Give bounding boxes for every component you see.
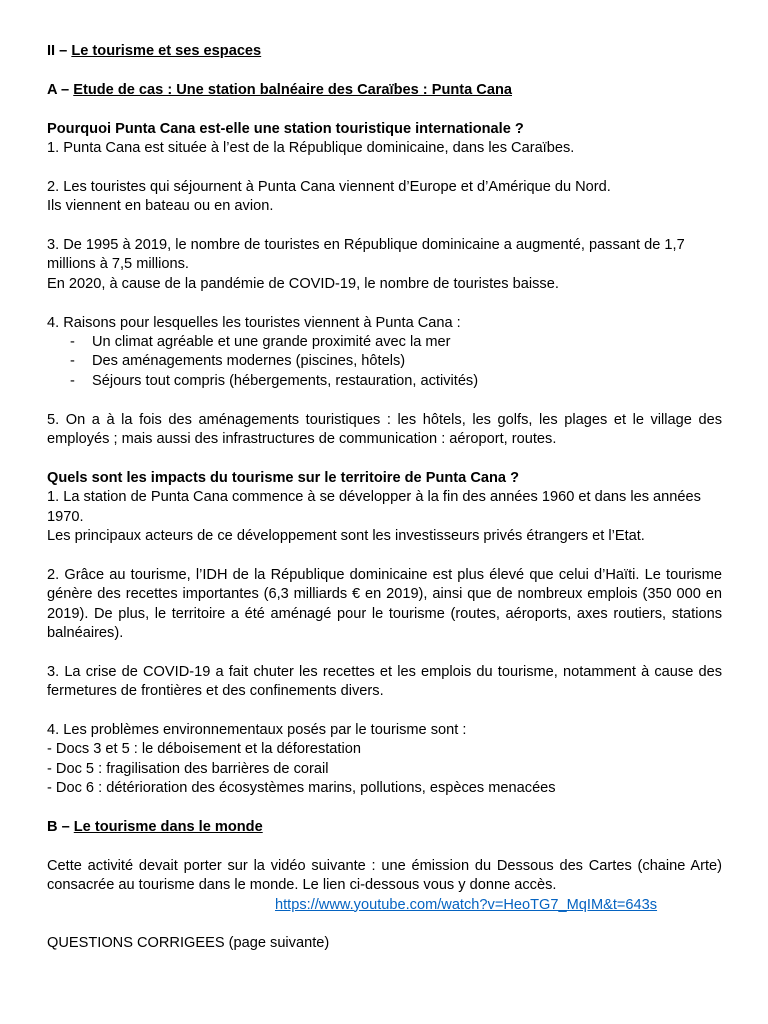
impact-paragraph-4: 4. Les problèmes environnementaux posés par le tourisme sont :	[47, 722, 467, 739]
document-content	[47, 42, 722, 954]
list-item	[47, 352, 722, 371]
env-item: - Docs 3 et 5 : le déboisement et la déforestation	[47, 741, 361, 758]
link-line	[47, 896, 722, 915]
section-title-prefix: II –	[47, 43, 72, 59]
subsection-b-text: Le tourisme dans le monde	[73, 819, 263, 836]
section-title	[47, 42, 722, 61]
impact-paragraph-1b: Les principaux acteurs de ce développement sont les investisseurs privés étrangers et l’Etat.	[47, 528, 645, 545]
dash-mark: -	[70, 334, 75, 351]
list-item	[47, 333, 722, 352]
paragraph-4: 4. Raisons pour lesquelles les touristes viennent à Punta Cana :	[47, 314, 461, 331]
paragraph-3b: En 2020, à cause de la pandémie de COVID-19, le nombre de touristes baisse.	[47, 275, 559, 292]
impact-paragraph-2: 2. Grâce au tourisme, l’IDH de la République dominicaine est plus élevé que celui d’Haïti. Le tourisme génère des recettes importantes (6,3 milliards € en 2019), ainsi que de nombreux emplois (350 000 en 2019). De plus, le territoire a été aménagé pour le tourisme (routes, aéroports, axes routiers, stations balnéaires).	[47, 566, 722, 642]
youtube-link[interactable]: https://www.youtube.com/watch?v=HeoTG7_MqIM&t=643s	[275, 896, 658, 913]
paragraph-5: 5. On a à la fois des aménagements touristiques : les hôtels, les golfs, les plages et le village des employés ; mais aussi des infrastructures de communication : aéroport, routes.	[47, 411, 722, 448]
paragraph-2b: Ils viennent en bateau ou en avion.	[47, 198, 274, 215]
impact-paragraph-1a: 1. La station de Punta Cana commence à se développer à la fin des années 1960 et dans les années 1970.	[47, 489, 701, 525]
reason-text: Séjours tout compris (hébergements, restauration, activités)	[92, 372, 479, 389]
subsection-a-text: Etude de cas : Une station balnéaire des Caraïbes : Punta Cana	[73, 81, 512, 98]
paragraph-1: 1. Punta Cana est située à l’est de la République dominicaine, dans les Caraïbes.	[47, 140, 575, 156]
reason-text: Des aménagements modernes (piscines, hôtels)	[92, 353, 406, 370]
subsection-b-paragraph: Cette activité devait porter sur la vidéo suivante : une émission du Dessous des Cartes (chaine Arte) consacrée au tourisme dans le monde. Le lien ci-dessous vous y donne accès.	[47, 857, 722, 894]
subsection-a-title	[47, 81, 722, 100]
reasons-list	[47, 333, 722, 391]
subsection-b-title	[47, 818, 722, 837]
subsection-a-prefix: A –	[47, 81, 74, 98]
list-item	[47, 372, 722, 391]
env-item: - Doc 6 : détérioration des écosystèmes marins, pollutions, espèces menacées	[47, 780, 556, 797]
footer-note: QUESTIONS CORRIGEES (page suivante)	[47, 935, 330, 952]
reason-text: Un climat agréable et une grande proximité avec la mer	[92, 334, 451, 351]
question-1-heading: Pourquoi Punta Cana est-elle une station touristique internationale ?	[47, 120, 524, 137]
section-title-text: Le tourisme et ses espaces	[71, 43, 262, 59]
subsection-b-prefix: B –	[47, 819, 74, 836]
env-item: - Doc 5 : fragilisation des barrières de corail	[47, 760, 329, 777]
paragraph-2a: 2. Les touristes qui séjournent à Punta Cana viennent d’Europe et d’Amérique du Nord.	[47, 178, 611, 195]
impact-paragraph-3: 3. La crise de COVID-19 a fait chuter les recettes et les emplois du tourisme, notamment à cause des fermetures de frontières et des confinements divers.	[47, 663, 722, 700]
dash-mark: -	[70, 372, 75, 389]
question-2-heading: Quels sont les impacts du tourisme sur le territoire de Punta Cana ?	[47, 469, 519, 486]
paragraph-3a: 3. De 1995 à 2019, le nombre de touristes en République dominicaine a augmenté, passant de 1,7 millions à 7,5 millions.	[47, 237, 685, 273]
dash-mark: -	[70, 353, 75, 370]
